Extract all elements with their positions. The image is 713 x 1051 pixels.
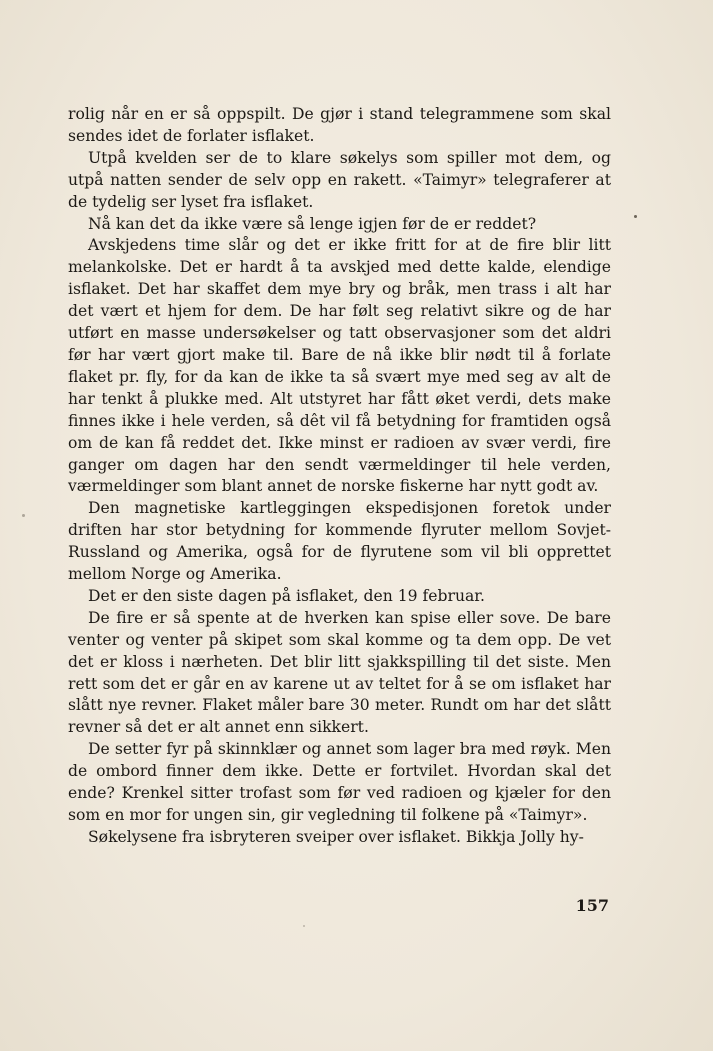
paragraph: De fire er så spente at de hverken kan spise eller sove. De bare venter og venter på skipet som skal komme og ta dem opp. De vet det er kloss i nærheten. Det blir litt sjakkspilling til det siste. Men rett som det er går en av karene ut av teltet for å se om isflaket har slått nye revner. Flaket måler bare 30 meter. Rundt om har det slått revner så det er alt annet enn sikkert. bbox=[68, 608, 611, 737]
page-number: 157 bbox=[575, 896, 609, 915]
paper-speck bbox=[303, 925, 305, 927]
paper-speck bbox=[634, 215, 637, 218]
paper-speck bbox=[22, 514, 25, 517]
paragraph: Utpå kvelden ser de to klare søkelys som spiller mot dem, og utpå natten sender de selv opp en rakett. «Taimyr» telegraferer at de tydelig ser lyset fra isflaket. bbox=[68, 148, 611, 211]
paragraph: Det er den siste dagen på isflaket, den 19 februar. bbox=[88, 586, 486, 605]
paragraph: Nå kan det da ikke være så lenge igjen før de er reddet? bbox=[88, 214, 537, 233]
paragraph: Søkelysene fra isbryteren sveiper over isflaket. Bikkja Jolly hy- bbox=[88, 827, 584, 846]
paragraph: De setter fyr på skinnklær og annet som lager bra med røyk. Men de ombord finner dem ikke. Dette er fortvilet. Hvordan skal det ende? Krenkel sitter trofast som før ved radioen og kjæler for den som en mor for ungen sin, gir vegledning til folkene på «Taimyr». bbox=[68, 740, 611, 824]
body-text bbox=[68, 104, 611, 849]
paragraph: Den magnetiske kartleggingen ekspedisjonen foretok under driften har stor betydning for kommende flyruter mellom Sovjet-Russland og Amerika, også for de flyrutene som vil bli opprettet mellom Norge og Amerika. bbox=[68, 499, 611, 584]
paragraph: rolig når en er så oppspilt. De gjør i stand telegrammene som skal sendes idet de forlater isflaket. bbox=[68, 105, 611, 145]
paragraph: Avskjedens time slår og det er ikke fritt for at de fire blir litt melankolske. Det er hardt å ta avskjed med dette kalde, elendige isflaket. Det har skaffet dem mye bry og bråk, men trass i alt har det vært et hjem for dem. De har følt seg relativt sikre og de har utført en masse undersøkelser og tatt observasjoner som det aldri før har vært gjort make til. Bare de nå ikke blir nødt til å forlate flaket pr. fly, for da kan de ikke ta så svært mye med seg av alt de har tenkt å plukke med. Alt utstyret har fått øket verdi, dets make finnes ikke i hele verden, så dêt vil få betydning for framtiden også om de kan få reddet det. Ikke minst er radioen av svær verdi, fire ganger om dagen har den sendt værmeldinger til hele verden, værmeldinger som blant annet de norske fiskerne har nytt godt av. bbox=[68, 236, 611, 496]
